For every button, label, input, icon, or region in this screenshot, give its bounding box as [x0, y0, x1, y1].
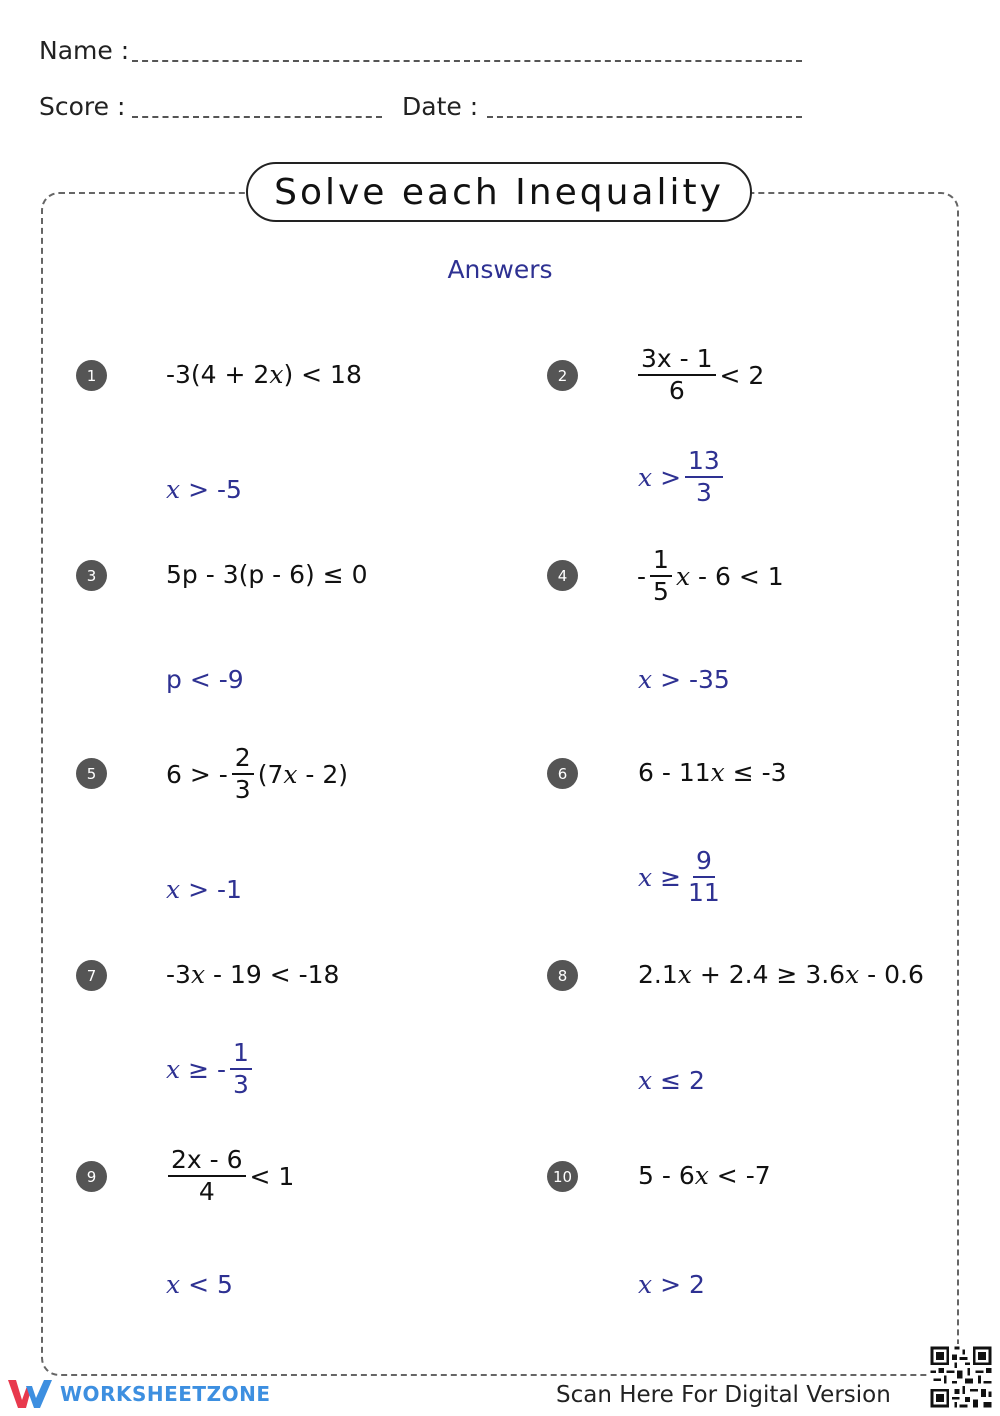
- answer-3: [166, 665, 244, 694]
- problem-text: < -7: [716, 1161, 771, 1190]
- problem-9: [164, 1147, 294, 1206]
- answer-variable: x: [166, 875, 181, 904]
- problem-text: + 2.4 ≥ 3.6: [699, 960, 846, 989]
- answer-9: [166, 1270, 233, 1299]
- answer-text: >: [660, 462, 682, 492]
- brand-name: WORKSHEETZONE: [60, 1382, 271, 1406]
- fraction-denominator: 3: [234, 775, 251, 805]
- answer-variable: x: [166, 1054, 181, 1084]
- answer-text: > -1: [188, 875, 242, 904]
- worksheet-title: [246, 162, 752, 222]
- qr-code-icon[interactable]: [928, 1344, 994, 1410]
- problem-number: 8: [547, 960, 578, 991]
- fraction-numerator: 2x - 6: [168, 1147, 246, 1177]
- brand-logo[interactable]: [8, 1378, 270, 1410]
- problem-fraction: [638, 346, 716, 405]
- problem-text: - 6 < 1: [698, 561, 784, 591]
- problem-variable: x: [710, 758, 725, 787]
- answer-8: [638, 1066, 705, 1095]
- answer-text: ≥: [660, 862, 682, 892]
- fraction-numerator: 9: [693, 848, 715, 878]
- problem-8: [638, 960, 924, 989]
- answer-text: > 2: [660, 1270, 705, 1299]
- fraction-numerator: 13: [685, 448, 723, 478]
- problem-10: [638, 1161, 771, 1190]
- fraction-denominator: 6: [668, 376, 685, 406]
- answer-variable: x: [166, 1270, 181, 1299]
- problem-3: [166, 560, 368, 589]
- answer-variable: x: [638, 462, 653, 492]
- problem-4: [637, 547, 784, 606]
- fraction-denominator: 5: [653, 577, 669, 607]
- problem-number: 6: [547, 758, 578, 789]
- problem-text: -3: [166, 960, 191, 989]
- problem-variable: x: [677, 960, 692, 989]
- answer-6: [638, 848, 727, 907]
- answer-fraction: [230, 1040, 252, 1099]
- problem-variable: x: [269, 360, 284, 389]
- answers-heading: Answers: [447, 255, 553, 284]
- problem-text: (7: [257, 759, 284, 789]
- answer-text: ≤ 2: [660, 1066, 705, 1095]
- problem-number: 9: [76, 1161, 107, 1192]
- date-field[interactable]: [487, 116, 802, 118]
- problem-text: 5p - 3(p - 6) ≤ 0: [166, 560, 368, 589]
- problem-text: ≤ -3: [732, 758, 787, 787]
- answer-text: > -35: [660, 665, 730, 694]
- answer-10: [638, 1270, 705, 1299]
- problem-7: [166, 960, 339, 989]
- problem-number: 10: [547, 1161, 578, 1192]
- problem-number: 2: [547, 360, 578, 391]
- answer-text: p < -9: [166, 665, 244, 694]
- problem-text: -: [637, 561, 647, 591]
- fraction-numerator: 3x - 1: [638, 346, 716, 376]
- answer-text: ≥ -: [188, 1054, 226, 1084]
- fraction-denominator: 3: [695, 478, 712, 508]
- score-field[interactable]: [132, 116, 382, 118]
- problem-1: [166, 360, 362, 389]
- problem-text: - 0.6: [867, 960, 924, 989]
- problem-5: [166, 745, 348, 804]
- answer-text: < 5: [188, 1270, 233, 1299]
- name-label: Name :: [39, 36, 130, 65]
- problem-variable: x: [694, 1161, 709, 1190]
- problem-text: - 19 < -18: [213, 960, 340, 989]
- problem-variable: x: [283, 759, 298, 789]
- scan-caption: Scan Here For Digital Version: [556, 1382, 891, 1408]
- answer-7: [166, 1040, 256, 1099]
- name-field[interactable]: [132, 60, 802, 62]
- fraction-denominator: 11: [688, 878, 720, 908]
- answer-1: [166, 475, 242, 504]
- problem-text: - 2): [305, 759, 349, 789]
- problem-variable: x: [190, 960, 206, 989]
- fraction-numerator: 2: [232, 745, 254, 775]
- problem-fraction: [650, 547, 672, 606]
- answer-variable: x: [638, 1270, 653, 1299]
- answer-fraction: [685, 448, 723, 507]
- answer-fraction: [685, 848, 723, 907]
- fraction-numerator: 1: [650, 547, 672, 577]
- problem-text: 6 > -: [166, 759, 228, 789]
- answer-2: [638, 448, 727, 507]
- problem-number: 4: [547, 560, 578, 591]
- fraction-denominator: 4: [198, 1177, 215, 1207]
- fraction-numerator: 1: [230, 1040, 252, 1070]
- problem-fraction: [232, 745, 254, 804]
- problem-6: [638, 758, 787, 787]
- problem-variable: x: [845, 960, 860, 989]
- problem-number: 3: [76, 560, 107, 591]
- answer-variable: x: [638, 665, 653, 694]
- answer-variable: x: [166, 475, 181, 504]
- problem-text: 2.1: [638, 960, 678, 989]
- title-text: Solve each Inequality: [274, 171, 724, 213]
- fraction-denominator: 3: [232, 1070, 249, 1100]
- problem-number: 7: [76, 960, 107, 991]
- problem-fraction: [168, 1147, 246, 1206]
- answer-text: > -5: [188, 475, 242, 504]
- problem-number: 1: [76, 360, 107, 391]
- score-label: Score :: [39, 92, 126, 121]
- problem-2: [634, 346, 764, 405]
- date-label: Date :: [402, 92, 479, 121]
- brand-w-icon: [8, 1378, 52, 1410]
- problem-text: ) < 18: [283, 360, 362, 389]
- answer-4: [638, 665, 730, 694]
- problem-text: < 1: [249, 1161, 295, 1191]
- problem-number: 5: [76, 758, 107, 789]
- answer-variable: x: [638, 1066, 653, 1095]
- problem-variable: x: [675, 561, 691, 591]
- answer-5: [166, 875, 242, 904]
- answer-variable: x: [638, 862, 653, 892]
- problem-text: < 2: [719, 360, 765, 390]
- problem-text: 6 - 11: [638, 758, 711, 787]
- problem-text: -3(4 + 2: [166, 360, 270, 389]
- problem-text: 5 - 6: [638, 1161, 695, 1190]
